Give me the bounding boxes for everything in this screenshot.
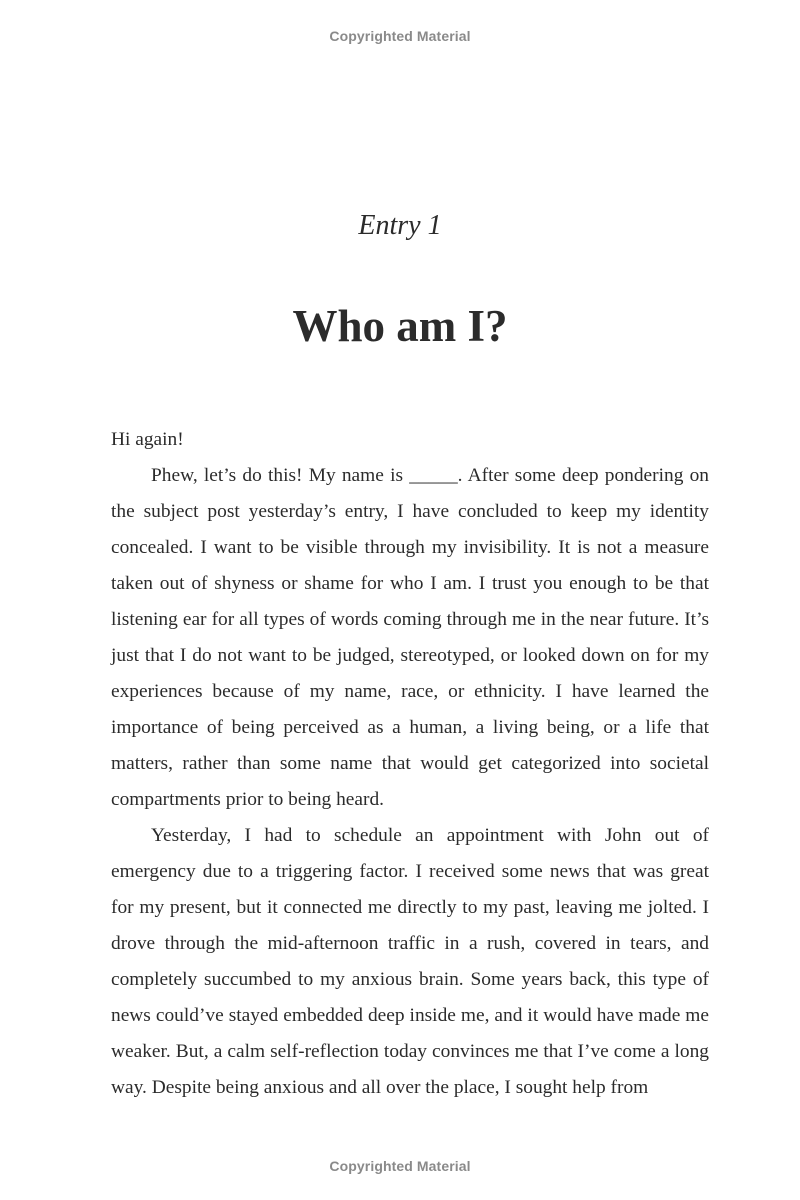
- page-title: Who am I?: [292, 301, 508, 351]
- copyright-watermark-top: Copyrighted Material: [329, 28, 471, 44]
- entry-label: Entry 1: [358, 210, 442, 241]
- copyright-watermark-bottom: Copyrighted Material: [329, 1158, 471, 1174]
- paragraph-1: Phew, let’s do this! My name is _____. After some deep pondering on the subject post yesterday’s entry, I have concluded to keep my identity concealed. I want to be visible through my invisibility. It is not a measure taken out of shyness or shame for who I am. I trust you enough to be that listening ear for all types of words coming through me in the near future. It’s just that I do not want to be judged, stereotyped, or looked down on for my experiences because of my name, race, or ethnicity. I have learned the importance of being perceived as a human, a living being, or a life that matters, rather than some name that would get categorized into societal compartments prior to being heard.: [111, 465, 709, 810]
- greeting-line: Hi again!: [111, 429, 184, 450]
- paragraph-2: Yesterday, I had to schedule an appointment with John out of emergency due to a triggering factor. I received some news that was great for my present, but it connected me directly to my past, leaving me jolted. I drove through the mid-afternoon traffic in a rush, covered in tears, and completely succumbed to my anxious brain. Some years back, this type of news could’ve stayed embedded deep inside me, and it would have made me weaker. But, a calm self-reflection today convinces me that I’ve come a long way. Despite being anxious and all over the place, I sought help from: [111, 825, 709, 1098]
- body-text: [111, 422, 709, 1106]
